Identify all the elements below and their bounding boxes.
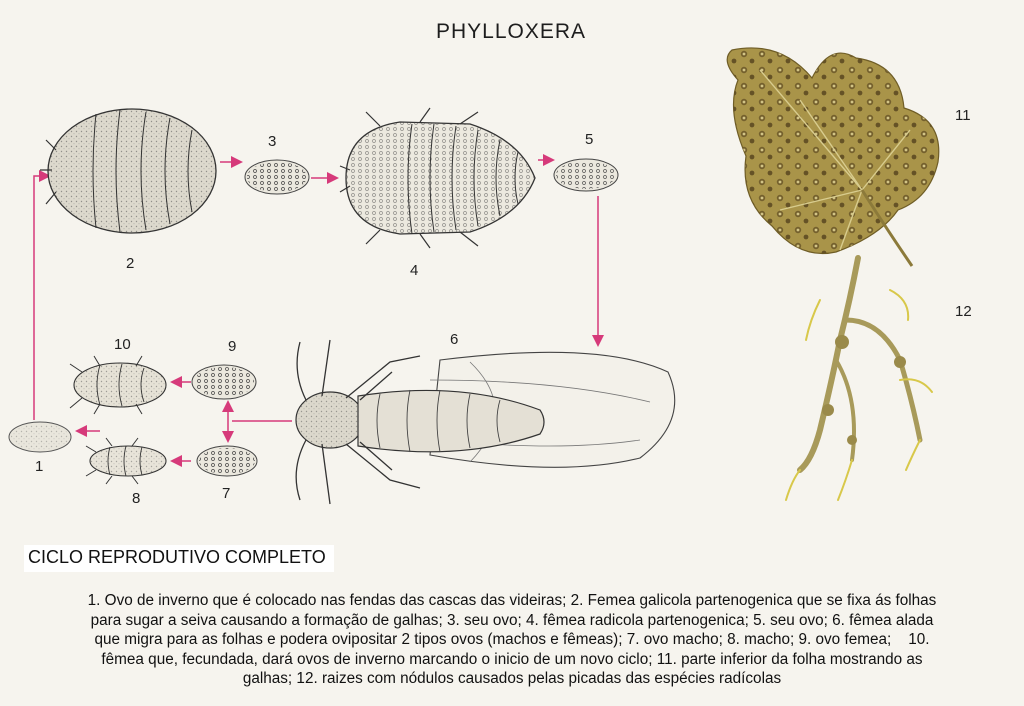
roots-with-nodules-12 (786, 258, 932, 500)
stage-number-11: 11 (955, 107, 971, 124)
stage-number-10: 10 (114, 336, 131, 353)
stage-number-7: 7 (222, 485, 231, 502)
legend-caption (10, 591, 1014, 689)
stage-number-9: 9 (228, 338, 237, 355)
stage-number-2: 2 (126, 255, 135, 272)
winged-female-6 (296, 340, 675, 504)
stage-number-1: 1 (35, 458, 44, 475)
stage-number-4: 4 (410, 262, 419, 279)
arrow-1-to-2 (34, 176, 48, 420)
sexual-female-10 (70, 356, 166, 414)
male-8 (86, 438, 166, 484)
diagram-title: PHYLLOXERA (436, 20, 587, 43)
stage-number-6: 6 (450, 331, 459, 348)
caption-line: que migra para as folhas e podera ovipositar 2 tipos ovos (machos e fêmeas); 7. ovo macho; 8. macho; 9. ovo femea; 10. (94, 631, 930, 648)
section-heading: CICLO REPRODUTIVO COMPLETO (24, 545, 334, 572)
stage-number-12: 12 (955, 303, 972, 320)
caption-line: galhas; 12. raizes com nódulos causados pelas picadas das espécies radícolas (242, 670, 782, 687)
caption-line: para sugar a seiva causando a formação de galhas; 3. seu ovo; 4. fêmea radicola partenogenica; 5. seu ovo; 6. fêmea alada (90, 611, 934, 629)
stage-number-5: 5 (585, 131, 594, 148)
stage-number-8: 8 (132, 490, 141, 507)
radicola-female-4 (340, 108, 535, 248)
caption-line: 1. Ovo de inverno que é colocado nas fendas das cascas das videiras; 2. Femea galicola partenogenica que se fixa ás folhas (87, 592, 937, 609)
stage-number-3: 3 (268, 133, 277, 150)
gallicola-female-2 (40, 109, 216, 233)
caption-line: fêmea que, fecundada, dará ovos de inverno marcando o inicio de um novo ciclo; 11. parte inferior da folha mostrando as (101, 650, 923, 668)
leaf-with-galls-11 (727, 48, 939, 266)
